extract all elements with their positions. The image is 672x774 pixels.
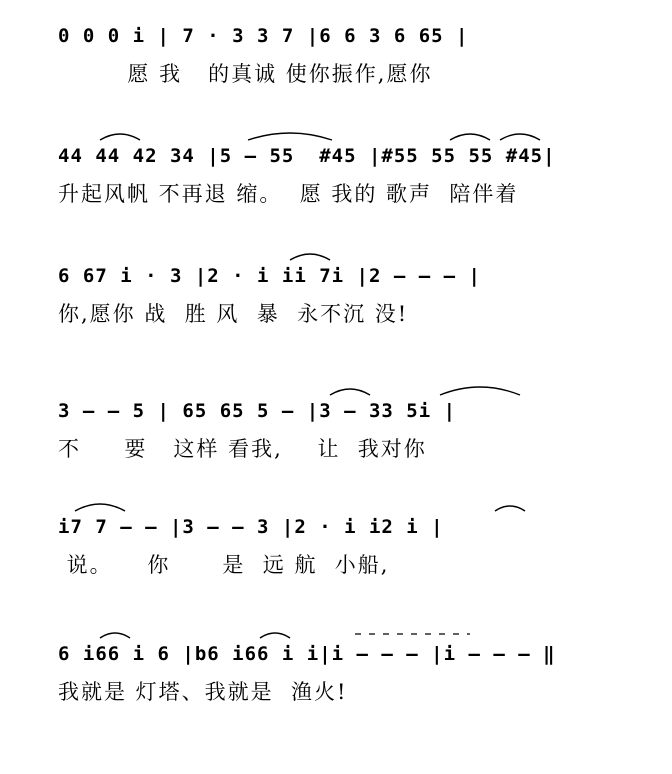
lyrics-line-1: 愿 我 的真诚 使你振作,愿你 <box>58 62 433 86</box>
ties-line-4 <box>0 397 672 467</box>
lyrics-line-2: 升起风帆 不再退 缩。 愿 我的 歌声 陪伴着 <box>58 182 519 206</box>
music-system-3 <box>0 262 672 332</box>
lyrics-line-5: 说。 你 是 远 航 小船, <box>58 553 390 577</box>
music-system-4 <box>0 397 672 467</box>
notation-line-4: 3 — — 5 | 65 65 5 — |3 — 33 5i | <box>58 400 457 422</box>
lyrics-line-4: 不 要 这样 看我, 让 我对你 <box>58 437 427 461</box>
lyrics-line-3: 你,愿你 战 胜 风 暴 永不沉 没! <box>58 302 409 326</box>
notation-line-5: i7 7 — — |3 — — 3 |2 · i i2 i | <box>58 516 444 538</box>
ties-line-3 <box>0 262 672 332</box>
notation-line-1: 0 0 0 i | 7 · 3 3 7 |6 6 3 6 65 | <box>58 25 469 47</box>
ties-line-6 <box>0 640 672 710</box>
ties-line-2 <box>0 142 672 212</box>
music-system-1 <box>0 22 672 92</box>
notation-line-6: 6 i66 i 6 |b6 i66 i i|i — — — |i — — — ‖ <box>58 643 556 665</box>
music-system-5 <box>0 513 672 583</box>
ties-line-5 <box>0 513 672 583</box>
music-system-2 <box>0 142 672 212</box>
lyrics-line-6: 我就是 灯塔、我就是 渔火! <box>58 680 348 704</box>
notation-line-3: 6 67 i · 3 |2 · i ii 7i |2 — — — | <box>58 265 481 287</box>
music-system-6 <box>0 640 672 710</box>
notation-line-2: 44 44 42 34 |5 — 55 #45 |#55 55 55 #45| <box>58 145 556 167</box>
